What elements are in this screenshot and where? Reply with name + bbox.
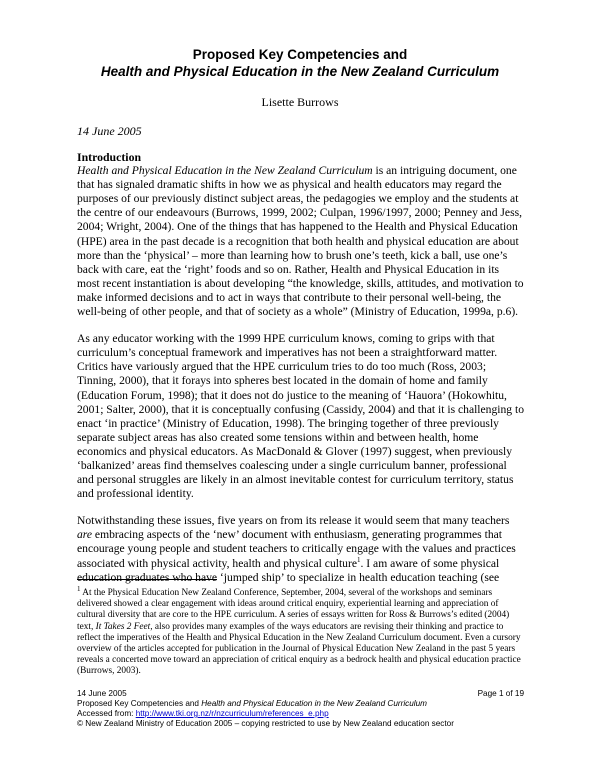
paragraph-1 — [77, 164, 524, 319]
footnote-number: 1 — [77, 584, 81, 593]
curriculum-title-italic: Health and Physical Education in the New Zealand Curriculum — [77, 164, 373, 178]
paragraph-3 — [77, 514, 524, 584]
footer-url-link[interactable]: http://www.tki.org.nz/r/nzcurriculum/references_e.php — [135, 709, 329, 718]
body-text — [77, 150, 524, 598]
document-title-line2: Health and Physical Education in the New Zealand Curriculum — [100, 64, 500, 79]
page-footer — [77, 689, 524, 729]
footer-copyright: © New Zealand Ministry of Education 2005 – copying restricted to use by New Zealand education sector — [77, 719, 454, 728]
document-title-line1: Proposed Key Competencies and — [192, 47, 408, 62]
footer-page-number: Page 1 of 19 — [477, 689, 524, 698]
footnote-book-title: It Takes 2 Feet — [95, 621, 151, 632]
footer-doc-title-italic: Health and Physical Education in the New Zealand Curriculum — [201, 699, 427, 708]
paragraph-3-emphasis: are — [77, 528, 93, 542]
footnote-reference[interactable]: 1 — [357, 555, 361, 564]
paragraph-3-text-b: embracing aspects of the ‘new’ document with enthusiasm, generating programmes that encourage young people and student teachers to critically engage with the values and practices associated with physical activity, health and physical culture — [77, 528, 516, 570]
footnote-separator — [77, 579, 217, 580]
footnote-text-a: At the Physical Education New Zealand Conference, September, 2004, several of the workshops and seminars delivered showed a clear engagement with ideas around critical enquiry, experiential learning and appreciation of cultural diversity that are core to the HPE curriculum. A series of essays written for Ross & Burrows’s edited (2004) text, — [77, 588, 510, 632]
footer-doc-title — [77, 699, 524, 709]
footnote-text-b: , also provides many examples of the ways educators are revising their thinking and practice to reflect the imperatives of the Health and Physical Education in the New Zealand Curriculum document. Even a cursory overview of the articles accepted for publication in the Journal of Physical Education New Zealand in the past 5 years reveals a concerted move toward an appreciation of critical enquiry as a bedrock health and physical education practice (Burrows, 2003). — [77, 621, 521, 677]
footer-doc-title-plain: Proposed Key Competencies and — [77, 699, 202, 708]
paragraph-2: As any educator working with the 1999 HPE curriculum knows, coming to grips with that curriculum’s conceptual framework and imperatives has not been a straightforward matter. Critics have variously argued that the HPE curriculum tries to do too much (Ross, 2003; Tinning, 2000), that it forays into spheres best located in the domain of home and family (Education Forum, 1998); that it does not do justice to the meaning of ‘Hauora’ (Hokowhitu, 2001; Salter, 2000), that it is conceptually confusing (Cassidy, 2004) and that it is challenging to enact ‘in practice’ (Ministry of Education, 1998). The bringing together of three previously separate subject areas has also created some tensions within and between health, home economics and physical educators. As MacDonald & Glover (1997) suggest, when previously ‘balkanized’ areas find themselves coalescing under a single curriculum banner, professional and personal struggles are likely in an almost inevitable contest for curriculum territory, status and professional identity. — [77, 332, 524, 501]
footer-accessed — [77, 709, 524, 719]
author-name: Lisette Burrows — [261, 95, 339, 109]
paragraph-1-text: is an intriguing document, one that has signaled dramatic shifts in how we as physical and health educators may regard the purposes of our previously distinct subject areas, the pedagogies we employ and the students at the centre of our endeavours (Burrows, 1999, 2002; Culpan, 1996/1997, 2000; Penney and Jess, 2004; Wright, 2004). One of the things that has happened to the Health and Physical Education (HPE) area in the past decade is a recognition that both health and physical education are about more than the ‘physical’ – more than learning how to brush one’s teeth, kick a ball, use one’s back with care, eat the ‘right’ foods and so on. Rather, Health and Physical Education in its most recent instantiation is about developing “the knowledge, skills, attitudes, and motivation to make informed decisions and to act in ways that contribute to their personal well-being, the well-being of other people, and that of society as a whole” (Ministry of Education, 1999a, p.6). — [77, 164, 524, 319]
footer-accessed-label: Accessed from: — [77, 709, 136, 718]
paragraph-3-text-a: Notwithstanding these issues, five years on from its release it would seem that many teachers — [77, 514, 510, 528]
footer-row-date-page — [77, 689, 524, 699]
footnote — [77, 584, 524, 678]
paragraph-3-text-c: . I am aware of some physical education graduates who have ‘jumped ship’ to specialize in health education teaching (see — [77, 556, 500, 584]
document-date: 14 June 2005 — [77, 124, 142, 138]
footer-date: 14 June 2005 — [77, 689, 127, 698]
section-heading-introduction: Introduction — [77, 150, 142, 164]
